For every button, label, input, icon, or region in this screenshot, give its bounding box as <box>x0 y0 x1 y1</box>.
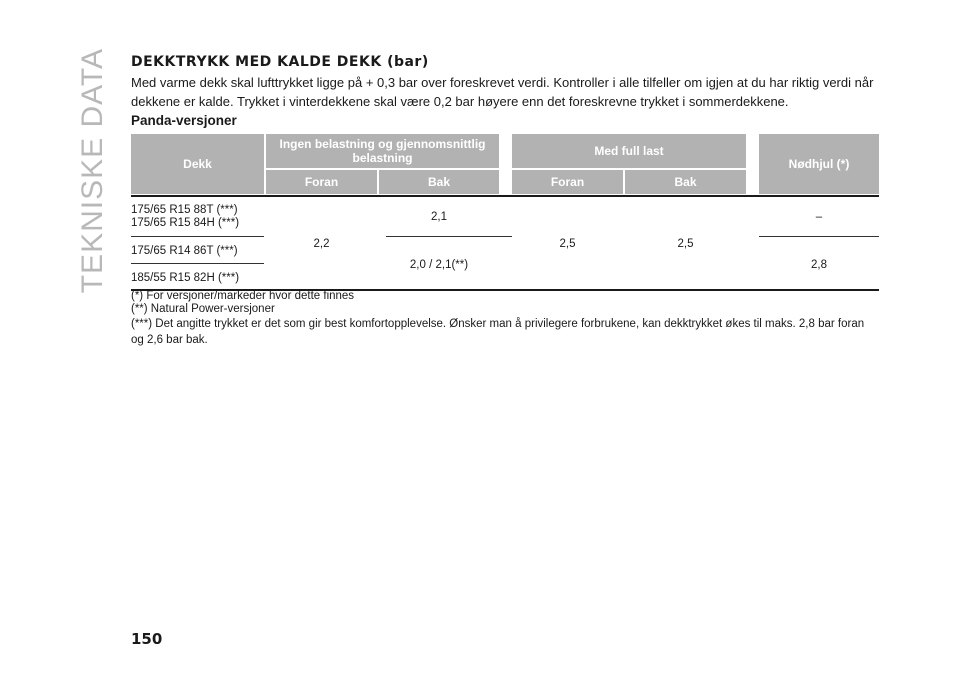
tyre-size-1: 175/65 R15 88T (***) <box>131 204 238 216</box>
row-divider <box>386 236 512 237</box>
footnote-1: (*) For versjoner/markeder hvor dette finnes <box>131 290 355 302</box>
tyre-size-4: 185/55 R15 82H (***) <box>131 272 240 284</box>
table-subtitle: Panda-versjoner <box>131 113 237 128</box>
header-full-front: Foran <box>512 170 623 194</box>
section-tab <box>76 48 112 294</box>
page-title: DEKKTRYKK MED KALDE DEKK (bar) <box>131 54 429 70</box>
header-rule <box>131 195 879 197</box>
full-front-value: 2,5 <box>559 238 576 250</box>
row-divider <box>131 263 264 264</box>
intro-paragraph: Med varme dekk skal lufttrykket ligge på + 0,3 bar over foreskrevet verdi. Kontroller i alle tilfeller om igjen at du har riktig verdi når dekkene er kalde. Trykket i vinterdekkene skal være 0,2 bar høyere enn det foreskrevne trykket i sommerdekkene. <box>131 75 874 109</box>
header-dekk: Dekk <box>131 134 264 194</box>
footnote-3: (***) Det angitte trykket er det som gir best komfortopplevelse. Ønsker man å privilegere forbrukene, kan dekktrykket økes til maks. 2,8 bar foran og 2,6 bar bak. <box>131 318 865 346</box>
spare-value-2: 2,8 <box>811 259 827 271</box>
tyre-size-2: 175/65 R15 84H (***) <box>131 217 240 229</box>
full-rear-value: 2,5 <box>677 238 694 250</box>
normal-front-value: 2,2 <box>313 238 330 250</box>
page-content <box>131 54 879 348</box>
footnotes <box>131 290 879 348</box>
section-tab-label: TEKNISKE DATA <box>76 48 109 294</box>
header-full-load: Med full last <box>512 134 746 168</box>
header-full-rear: Bak <box>625 170 746 194</box>
tyre-pressure-table <box>131 134 879 290</box>
spare-value-1: – <box>815 211 823 223</box>
row-divider <box>131 236 264 237</box>
normal-rear-value-1: 2,1 <box>431 211 447 223</box>
table-bottom-rule <box>131 289 879 291</box>
footnote-2: (**) Natural Power-versjoner <box>131 303 275 315</box>
header-spare: Nødhjul (*) <box>759 134 879 194</box>
normal-rear-value-2: 2,0 / 2,1(**) <box>409 259 469 271</box>
header-normal-load: Ingen belastning og gjennomsnittlig belastning <box>266 134 499 168</box>
tyre-size-3: 175/65 R14 86T (***) <box>131 245 238 257</box>
header-normal-front: Foran <box>266 170 377 194</box>
row-divider <box>759 236 879 237</box>
header-normal-rear: Bak <box>379 170 499 194</box>
page-number: 150 <box>131 630 163 648</box>
